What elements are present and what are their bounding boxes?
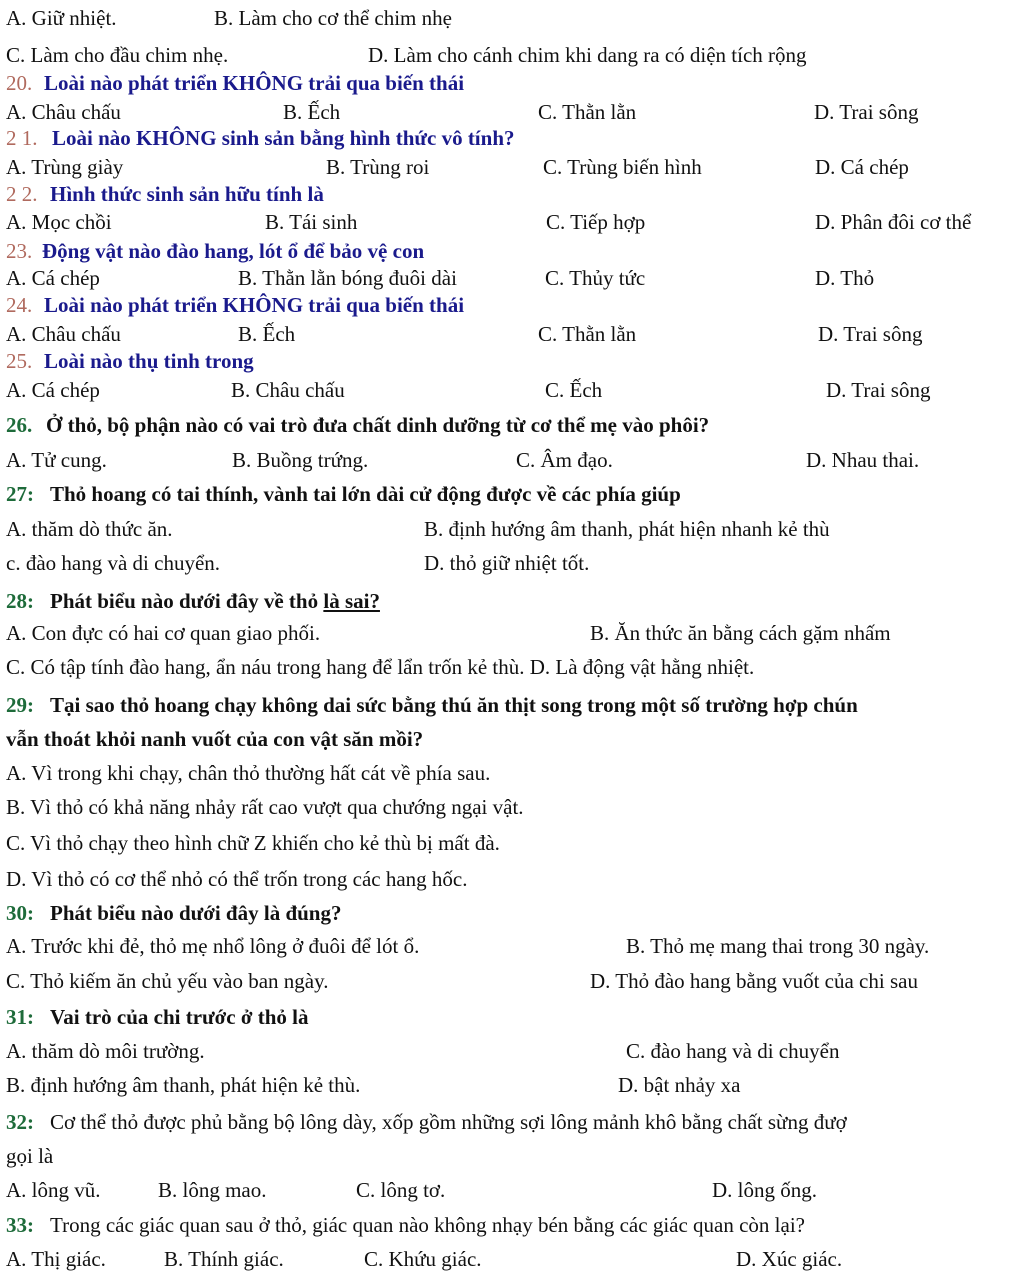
option-c: C. Ếch bbox=[545, 378, 603, 402]
option-line bbox=[0, 1174, 1024, 1206]
option-b: B. Ăn thức ăn bằng cách gặm nhấm bbox=[590, 621, 891, 645]
option-line bbox=[0, 513, 1024, 545]
option-d: D. Trai sông bbox=[814, 100, 919, 124]
option-a: A. Thị giác. bbox=[6, 1247, 106, 1271]
option-a: A. Con đực có hai cơ quan giao phối. bbox=[6, 621, 321, 645]
option-line bbox=[0, 1069, 1024, 1101]
question-text: Động vật nào đào hang, lót ổ để bảo vệ con bbox=[42, 239, 425, 263]
question-26 bbox=[0, 409, 1024, 441]
question-text: Loài nào phát triển KHÔNG trải qua biến thái bbox=[44, 71, 465, 95]
option-line bbox=[0, 2, 1024, 34]
question-number: 26. bbox=[6, 413, 33, 437]
option-line bbox=[0, 827, 1024, 859]
option-c: C. đào hang và di chuyển bbox=[626, 1039, 840, 1063]
question-text: Cơ thể thỏ được phủ bằng bộ lông dày, xốp gồm những sợi lông mảnh khô bằng chất sừng đượ bbox=[50, 1110, 847, 1134]
question-number: 2 2. bbox=[6, 182, 38, 206]
question-text: Tại sao thỏ hoang chạy không dai sức bằng thú ăn thịt song trong một số trường hợp chún bbox=[50, 693, 858, 717]
option-b: B. định hướng âm thanh, phát hiện nhanh kẻ thù bbox=[424, 517, 830, 541]
question-number: 27: bbox=[6, 482, 34, 506]
option-c: C. Âm đạo. bbox=[516, 448, 613, 472]
question-number: 33: bbox=[6, 1213, 34, 1237]
option-line bbox=[0, 374, 1024, 406]
option-d: D. Phân đôi cơ thể bbox=[815, 210, 972, 234]
question-number: 30: bbox=[6, 901, 34, 925]
option-c: C. Vì thỏ chạy theo hình chữ Z khiến cho kẻ thù bị mất đà. bbox=[6, 831, 500, 855]
option-d: D. Cá chép bbox=[815, 155, 909, 179]
question-32-continued bbox=[0, 1140, 1024, 1172]
option-b: B. Làm cho cơ thể chim nhẹ bbox=[214, 6, 452, 30]
option-d: D. bật nhảy xa bbox=[618, 1073, 741, 1097]
question-27 bbox=[0, 478, 1024, 510]
question-20 bbox=[0, 67, 1024, 99]
question-number: 29: bbox=[6, 693, 34, 717]
option-b: B. Buồng trứng. bbox=[232, 448, 369, 472]
option-d: D. Nhau thai. bbox=[806, 448, 920, 472]
option-c: C. Thằn lằn bbox=[538, 322, 637, 346]
option-d: D. Trai sông bbox=[826, 378, 931, 402]
question-30 bbox=[0, 897, 1024, 929]
option-line bbox=[0, 863, 1024, 895]
option-line bbox=[0, 547, 1024, 579]
question-number: 32: bbox=[6, 1110, 34, 1134]
question-text: Loài nào KHÔNG sinh sản bằng hình thức vô tính? bbox=[52, 126, 515, 150]
question-number: 2 1. bbox=[6, 126, 38, 150]
option-line bbox=[0, 617, 1024, 649]
option-c: C. Làm cho đầu chim nhẹ. bbox=[6, 43, 229, 67]
option-line bbox=[0, 444, 1024, 476]
option-c: C. Thủy tức bbox=[545, 266, 646, 290]
option-d: D. thỏ giữ nhiệt tốt. bbox=[424, 551, 590, 575]
option-a: A. Cá chép bbox=[6, 266, 100, 290]
question-21 bbox=[0, 122, 1024, 154]
question-text bbox=[50, 585, 380, 617]
option-b: B. Châu chấu bbox=[231, 378, 345, 402]
option-a: A. Vì trong khi chạy, chân thỏ thường hất cát về phía sau. bbox=[6, 761, 491, 785]
option-a: A. Giữ nhiệt. bbox=[6, 6, 117, 30]
option-b: B. lông mao. bbox=[158, 1178, 267, 1202]
option-b: B. Vì thỏ có khả năng nhảy rất cao vượt qua chướng ngại vật. bbox=[6, 795, 524, 819]
option-c: C. Trùng biến hình bbox=[543, 155, 702, 179]
option-c: c. đào hang và di chuyển. bbox=[6, 551, 221, 575]
option-c-d: C. Có tập tính đào hang, ẩn náu trong hang để lẩn trốn kẻ thù. D. Là động vật hằng nhiệt. bbox=[6, 655, 755, 679]
option-b: B. Thính giác. bbox=[164, 1247, 284, 1271]
option-d: D. Trai sông bbox=[818, 322, 923, 346]
option-c: C. Thỏ kiếm ăn chủ yếu vào ban ngày. bbox=[6, 969, 329, 993]
option-a: A. Trước khi đẻ, thỏ mẹ nhổ lông ở đuôi để lót ổ. bbox=[6, 934, 420, 958]
option-line bbox=[0, 965, 1024, 997]
question-number: 25. bbox=[6, 349, 33, 373]
question-number: 31: bbox=[6, 1005, 34, 1029]
question-25 bbox=[0, 345, 1024, 377]
option-d: D. Vì thỏ có cơ thể nhỏ có thể trốn trong các hang hốc. bbox=[6, 867, 468, 891]
question-text: Loài nào phát triển KHÔNG trải qua biến thái bbox=[44, 293, 465, 317]
option-d: D. lông ống. bbox=[712, 1178, 817, 1202]
question-number: 23. bbox=[6, 239, 33, 263]
question-29 bbox=[0, 689, 1024, 721]
question-text: Trong các giác quan sau ở thỏ, giác quan nào không nhạy bén bằng các giác quan còn lại? bbox=[50, 1213, 805, 1237]
question-text: Phát biểu nào dưới đây là đúng? bbox=[50, 901, 342, 925]
option-a: A. lông vũ. bbox=[6, 1178, 101, 1202]
option-b: B. Tái sinh bbox=[265, 210, 358, 234]
option-a: A. Cá chép bbox=[6, 378, 100, 402]
option-a: A. thăm dò thức ăn. bbox=[6, 517, 173, 541]
question-number: 28: bbox=[6, 589, 34, 613]
question-text: gọi là bbox=[6, 1144, 54, 1168]
option-a: A. Châu chấu bbox=[6, 322, 121, 346]
option-b: B. Thỏ mẹ mang thai trong 30 ngày. bbox=[626, 934, 930, 958]
option-a: A. Mọc chồi bbox=[6, 210, 112, 234]
option-b: B. định hướng âm thanh, phát hiện kẻ thù. bbox=[6, 1073, 361, 1097]
option-d: D. Xúc giác. bbox=[736, 1247, 843, 1271]
question-number: 24. bbox=[6, 293, 33, 317]
option-d: D. Thỏ bbox=[815, 266, 875, 290]
option-line bbox=[0, 791, 1024, 823]
question-text-main: Phát biểu nào dưới đây về thỏ bbox=[50, 589, 324, 613]
question-number: 20. bbox=[6, 71, 33, 95]
option-d: D. Làm cho cánh chim khi dang ra có diện tích rộng bbox=[368, 43, 807, 67]
question-text: Vai trò của chi trước ở thỏ là bbox=[50, 1005, 309, 1029]
question-text: Thỏ hoang có tai thính, vành tai lớn dài cử động được về các phía giúp bbox=[50, 482, 681, 506]
question-text: Loài nào thụ tinh trong bbox=[44, 349, 254, 373]
question-text: Ở thỏ, bộ phận nào có vai trò đưa chất dinh dưỡng từ cơ thể mẹ vào phôi? bbox=[46, 413, 710, 437]
question-31 bbox=[0, 1001, 1024, 1033]
option-c: C. Tiếp hợp bbox=[546, 210, 646, 234]
option-d: D. Thỏ đào hang bằng vuốt của chi sau bbox=[590, 969, 918, 993]
question-text: Hình thức sinh sản hữu tính là bbox=[50, 182, 324, 206]
option-b: B. Thằn lằn bóng đuôi dài bbox=[238, 266, 457, 290]
option-line bbox=[0, 757, 1024, 789]
question-text-underlined: là sai? bbox=[323, 589, 380, 613]
option-c: C. Khứu giác. bbox=[364, 1247, 482, 1271]
question-32 bbox=[0, 1106, 1024, 1138]
option-a: A. thăm dò môi trường. bbox=[6, 1039, 205, 1063]
option-b: B. Ếch bbox=[283, 100, 341, 124]
question-24 bbox=[0, 289, 1024, 321]
option-b: B. Trùng roi bbox=[326, 155, 430, 179]
option-b: B. Ếch bbox=[238, 322, 296, 346]
option-a: A. Châu chấu bbox=[6, 100, 121, 124]
option-line bbox=[0, 651, 1024, 683]
question-text: vẫn thoát khỏi nanh vuốt của con vật săn mồi? bbox=[6, 727, 424, 751]
question-29-continued bbox=[0, 723, 1024, 755]
question-28 bbox=[0, 585, 1024, 617]
option-c: C. lông tơ. bbox=[356, 1178, 446, 1202]
option-a: A. Tử cung. bbox=[6, 448, 107, 472]
question-33 bbox=[0, 1209, 1024, 1241]
option-line bbox=[0, 206, 1024, 238]
option-c: C. Thằn lằn bbox=[538, 100, 637, 124]
option-line bbox=[0, 930, 1024, 962]
option-line bbox=[0, 1243, 1024, 1275]
option-line bbox=[0, 1035, 1024, 1067]
option-a: A. Trùng giày bbox=[6, 155, 124, 179]
